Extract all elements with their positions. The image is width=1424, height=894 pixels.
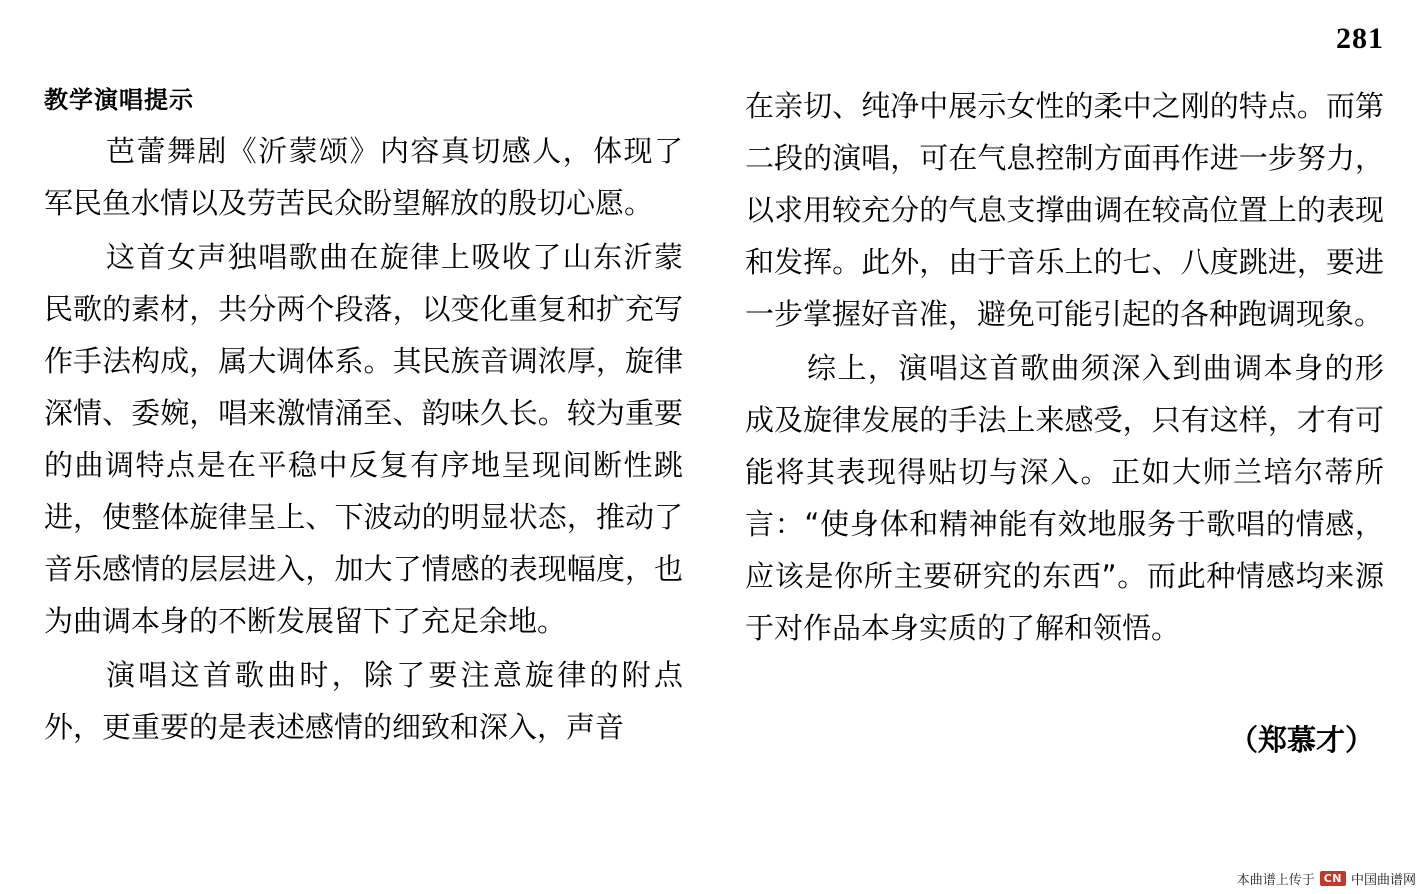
right-column: [745, 80, 1384, 759]
footer-credit: [1237, 869, 1416, 888]
paragraph: 在亲切、纯净中展示女性的柔中之刚的特点。而第二段的演唱，可在气息控制方面再作进一步努力，以求用较充分的气息支撑曲调在较高位置上的表现和发挥。此外，由于音乐上的七、八度跳进，要进一步掌握好音准，避免可能引起的各种跑调现象。: [745, 89, 1384, 331]
footer-credit-text: 本曲谱上传于: [1236, 873, 1315, 888]
text-columns: [44, 80, 1384, 759]
site-name: 中国曲谱网: [1350, 873, 1416, 888]
paragraph: 芭蕾舞剧《沂蒙颂》内容真切感人，体现了军民鱼水情以及劳苦民众盼望解放的殷切心愿。: [44, 134, 683, 220]
site-logo-icon: CN: [1320, 871, 1346, 886]
section-heading: 教学演唱提示: [44, 86, 194, 114]
paragraph: 综上，演唱这首歌曲须深入到曲调本身的形成及旋律发展的手法上来感受，只有这样，才有可能将其表现得贴切与深入。正如大师兰培尔蒂所言：“使身体和精神能有效地服务于歌唱的情感，应该是你所主要研究的东西”。而此种情感均来源于对作品本身实质的了解和领悟。: [745, 351, 1384, 645]
paragraph: 这首女声独唱歌曲在旋律上吸收了山东沂蒙民歌的素材，共分两个段落，以变化重复和扩充写作手法构成，属大调体系。其民族音调浓厚，旋律深情、委婉，唱来激情涌至、韵味久长。较为重要的曲调特点是在平稳中反复有序地呈现间断性跳进，使整体旋律呈上、下波动的明显状态，推动了音乐感情的层层进入，加大了情感的表现幅度，也为曲调本身的不断发展留下了充足余地。: [44, 240, 683, 638]
author-signature: （郑慕才）: [1228, 723, 1374, 757]
left-column: [44, 80, 683, 759]
paragraph: 演唱这首歌曲时，除了要注意旋律的附点外，更重要的是表述感情的细致和深入，声音: [44, 658, 683, 744]
page-number: 281: [1336, 22, 1384, 55]
